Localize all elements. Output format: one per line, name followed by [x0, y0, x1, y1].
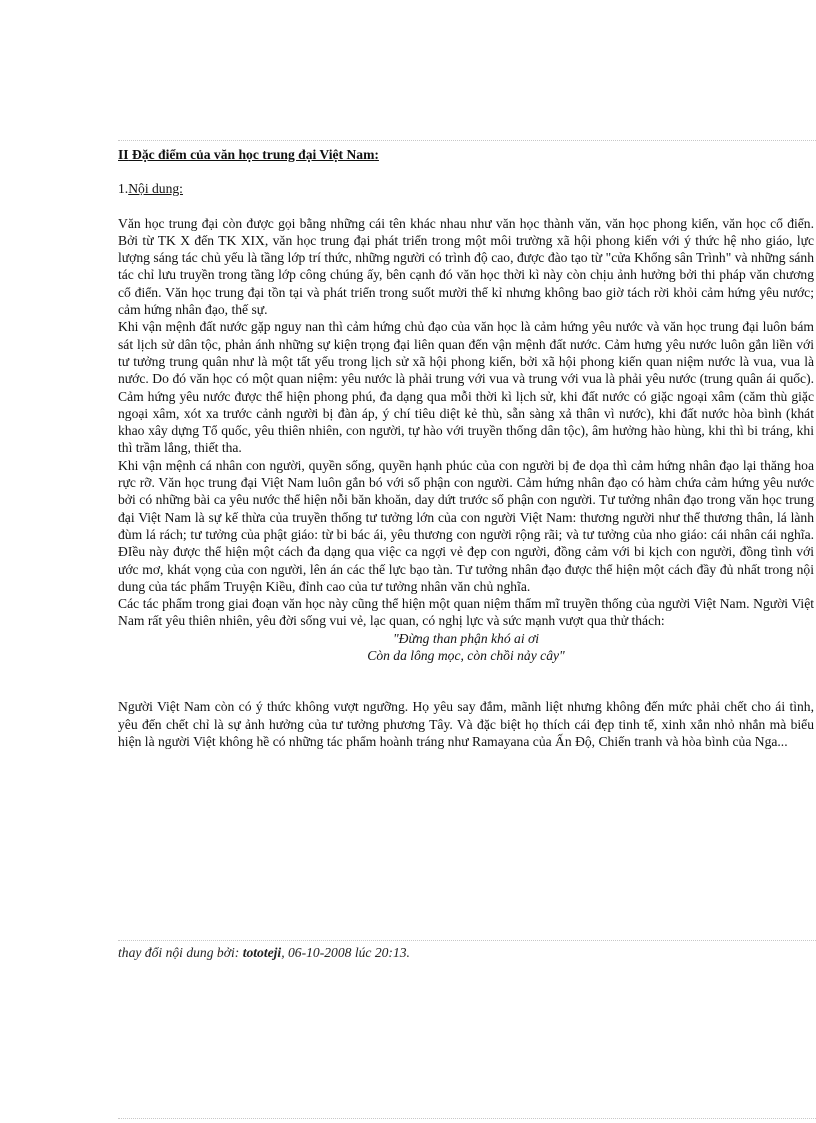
section-heading [118, 146, 814, 163]
page-bottom-divider [118, 1118, 816, 1119]
top-divider [118, 140, 816, 141]
subsection-heading [118, 180, 814, 197]
subsection-title: Nội dung: [128, 181, 183, 197]
paragraph-1: Văn học trung đại còn được gọi bằng những cái tên khác nhau như văn học thành văn, văn học phong kiến, văn học cổ điển. Bởi từ TK X đến TK XIX, văn học trung đại phát triển trong một môi trường xã hội phong kiến với ý thức hệ nho giáo, lực lượng sáng tác chủ yếu là tầng lớp trí thức, những người có trình độ cao, được đào tạo từ "cửa Khổng sân Trình" và những sánh tác chỉ lưu truyền trong tầng lớp công chúng ấy, bên cạnh đó văn học thời kì này còn chịu ảnh hưởng bởi thi pháp văn chương cổ điển. Văn học trung đại tồn tại và phát triển trong suốt mười thế kỉ nhưng không bao giờ tách rời khỏi cảm hứng yêu nước; cảm hứng nhân đạo, thế sự. [118, 215, 814, 318]
heading-colon: : [374, 147, 379, 162]
edit-note [118, 945, 410, 961]
bottom-divider [118, 940, 816, 941]
paragraph-3: Khi vận mệnh cá nhân con người, quyền sống, quyền hạnh phúc của con người bị đe dọa thì cảm hứng nhân đạo lại thăng hoa rực rỡ. Văn học trung đại Việt Nam luôn gắn bó với số phận con người. Cảm hứng nhân đạo có hàm chứa cảm hứng yêu nước bởi có những bài ca yêu nước thể hiện nỗi băn khoăn, day dứt trước số phận con người. Tư tưởng nhân đạo trong văn học trung đại Việt Nam là sự kế thừa của truyền thống tư tưởng lớn của con người Việt Nam: thương người như thể thương thân, lá lành đùm lá rách; tư tưởng của phật giáo: từ bi bác ái, yêu thương con người rộng rãi; và tư tưởng của nho giáo: cái nhân cái nghĩa. ĐIều này được thể hiện một cách đa dạng qua việc ca ngợi vẻ đẹp con người, đồng cảm với bi kịch con người, đồng tình với ước mơ, khát vọng của con người, lên án các thế lực bạo tàn. Tư tưởng nhân đạo được thể hiện một cách đầy đủ nhất trong nội dung của tác phẩm Truyện Kiều, đỉnh cao của tư tưởng nhân văn chủ nghĩa. [118, 457, 814, 594]
quote-line-1: "Đừng than phận khó ai ơi [392, 630, 540, 646]
quote-line-2: Còn da lông mọc, còn chồi nảy cây" [367, 648, 565, 664]
paragraph-2: Khi vận mệnh đất nước gặp nguy nan thì cảm hứng chủ đạo của văn học là cảm hứng yêu nước và văn học trung đại luôn bám sát lịch sử dân tộc, phản ánh những sự kiện trọng đại liên quan đến vận mệnh đất nước. Cảm hưng yêu nước luôn gắn liền với tư tưởng trung quân như là một tất yếu trong lịch sử xã hội phong kiến, bởi xã hội phong kiến quan niệm nước là vua, vua là nước. Do đó văn học có một quan niệm: yêu nước là phải trung với vua và trung với vua là phải yêu nước (trung quân ái quốc). Cảm hứng yêu nước được thể hiện phong phú, đa dạng qua mỗi thời kì lịch sử, khi đất nước có giặc ngoại xâm (căm thù giặc ngoại xâm, xót xa trước cảnh người bị đàn áp, ý chí tiêu diệt kẻ thù, sẵn sàng xả thân vì nước), khi đất nước hòa bình (khát khao xây dựng Tổ quốc, yêu thiên nhiên, con người, tự hào với truyền thống dân tộc), âm hưởng hào hùng, khi thì bi tráng, khi thì trầm lắng, thiết tha. [118, 319, 814, 456]
closing-paragraph: Người Việt Nam còn có ý thức không vượt ngưỡng. Họ yêu say đắm, mãnh liệt nhưng không đến mức phải chết cho ái tình, yêu đến chết chỉ là sự ảnh hưởng của tư tưởng phương Tây. Và đặc biệt họ thích cái đẹp tinh tế, xinh xắn nhỏ nhắn mà biểu hiện là người Việt không hề có những tác phẩm hoành tráng như Ramayana của Ấn Độ, Chiến tranh và hòa bình của Nga... [118, 699, 814, 749]
edit-note-date: , 06-10-2008 lúc 20:13. [281, 945, 410, 960]
edit-note-prefix: thay đổi nội dung bởi: [118, 945, 243, 960]
heading-prefix: II [118, 147, 129, 162]
post-content [118, 146, 814, 750]
paragraph-4: Các tác phẩm trong giai đoạn văn học này cũng thể hiện một quan niệm thẩm mĩ truyền thống của người Việt Nam. Người Việt Nam rất yêu thiên nhiên, yêu đời sống vui vẻ, lạc quan, có nghị lực và sức mạnh vượt qua thử thách: [118, 596, 814, 629]
heading-title: Đặc điểm của văn học trung đại Việt Nam [132, 147, 375, 162]
subsection-number: 1. [118, 181, 129, 197]
edit-note-author[interactable]: tototeji [242, 945, 282, 960]
